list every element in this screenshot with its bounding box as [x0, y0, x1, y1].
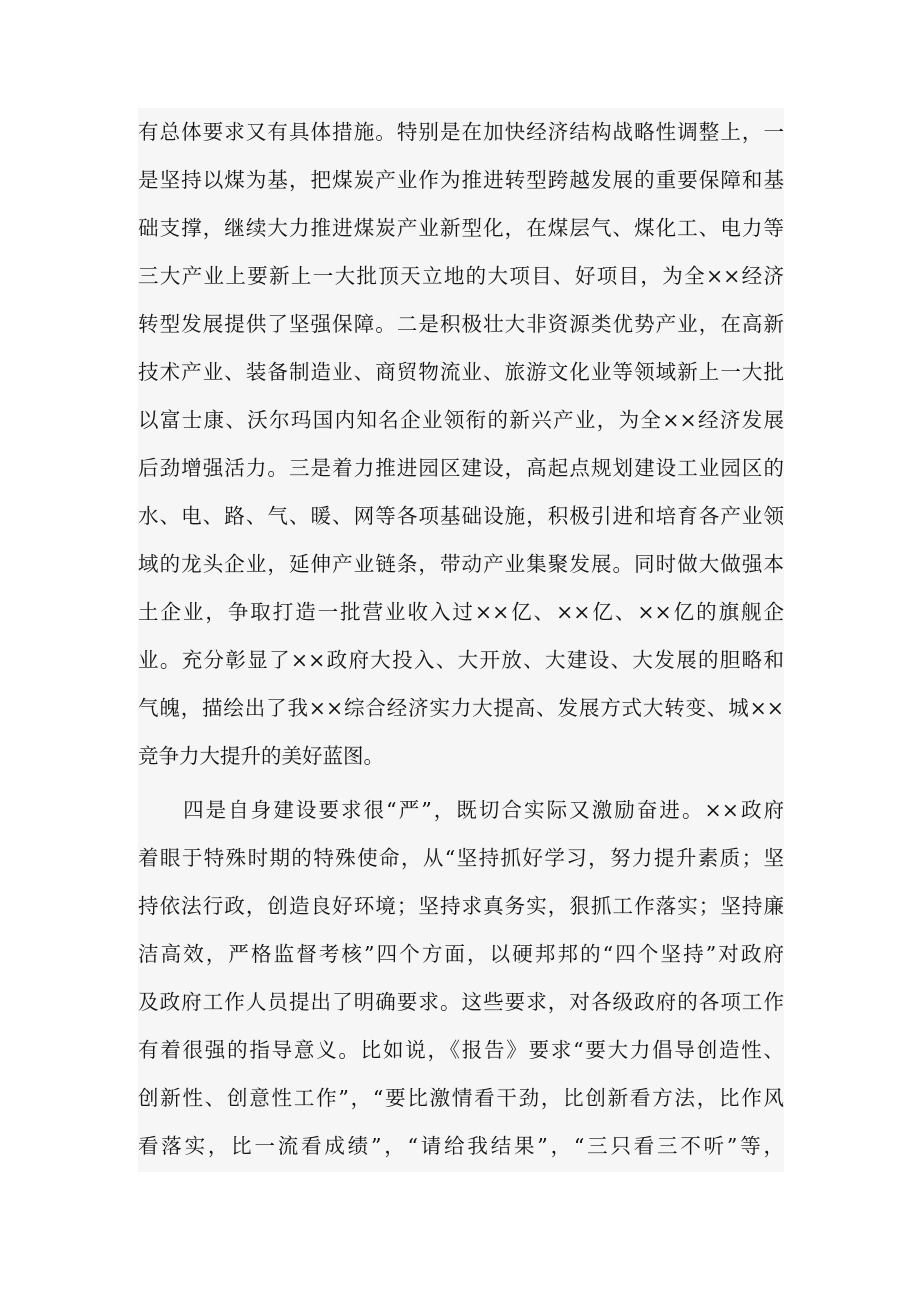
- paragraph-2-line-3: 持依法行政，创造良好环境；坚持求真务实，狠抓工作落实；坚持廉: [138, 894, 784, 918]
- paragraph-2-line-6: 有着很强的指导意义。比如说，《报告》要求“要大力倡导创造性、: [138, 1038, 784, 1062]
- paragraph-1-line-5: 转型发展提供了坚强保障。二是积极壮大非资源类优势产业，在高新: [138, 312, 784, 336]
- paragraph-1-line-11: 土企业，争取打造一批营业收入过××亿、××亿、××亿的旗舰企: [138, 600, 784, 624]
- paragraph-1-line-6: 技术产业、装备制造业、商贸物流业、旅游文化业等领域新上一大批: [138, 360, 784, 384]
- paragraph-1-line-2: 是坚持以煤为基，把煤炭产业作为推进转型跨越发展的重要保障和基: [138, 168, 784, 192]
- paragraph-2-line-1: 四是自身建设要求很“严”，既切合实际又激励奋进。××政府: [138, 798, 784, 822]
- paragraph-2-line-5: 及政府工作人员提出了明确要求。这些要求，对各级政府的各项工作: [138, 990, 784, 1014]
- paragraph-2-line-2: 着眼于特殊时期的特殊使命，从“坚持抓好学习，努力提升素质；坚: [138, 846, 784, 870]
- paragraph-1-line-8: 后劲增强活力。三是着力推进园区建设，高起点规划建设工业园区的: [138, 456, 784, 480]
- paragraph-1-line-10: 域的龙头企业，延伸产业链条，带动产业集聚发展。同时做大做强本: [138, 552, 784, 576]
- paragraph-2-line-7: 创新性、创意性工作”，“要比激情看干劲，比创新看方法，比作风: [138, 1086, 784, 1110]
- paragraph-2-line-8: 看落实，比一流看成绩”，“请给我结果”，“三只看三不听”等，: [138, 1134, 784, 1158]
- paragraph-1-line-14: 竞争力大提升的美好蓝图。: [138, 744, 384, 768]
- paragraph-2-line-4: 洁高效，严格监督考核”四个方面，以硬邦邦的“四个坚持”对政府: [138, 942, 784, 966]
- paragraph-1-line-3: 础支撑，继续大力推进煤炭产业新型化，在煤层气、煤化工、电力等: [138, 216, 784, 240]
- paragraph-1-line-12: 业。充分彰显了××政府大投入、大开放、大建设、大发展的胆略和: [138, 648, 784, 672]
- paragraph-1-line-4: 三大产业上要新上一大批顶天立地的大项目、好项目，为全××经济: [138, 264, 784, 288]
- paragraph-1-line-9: 水、电、路、气、暖、网等各项基础设施，积极引进和培育各产业领: [138, 504, 784, 528]
- paragraph-1-line-1: 有总体要求又有具体措施。特别是在加快经济结构战略性调整上，一: [138, 120, 784, 144]
- paragraph-1-line-7: 以富士康、沃尔玛国内知名企业领衔的新兴产业，为全××经济发展: [138, 408, 784, 432]
- paragraph-1-line-13: 气魄，描绘出了我××综合经济实力大提高、发展方式大转变、城××: [138, 696, 784, 720]
